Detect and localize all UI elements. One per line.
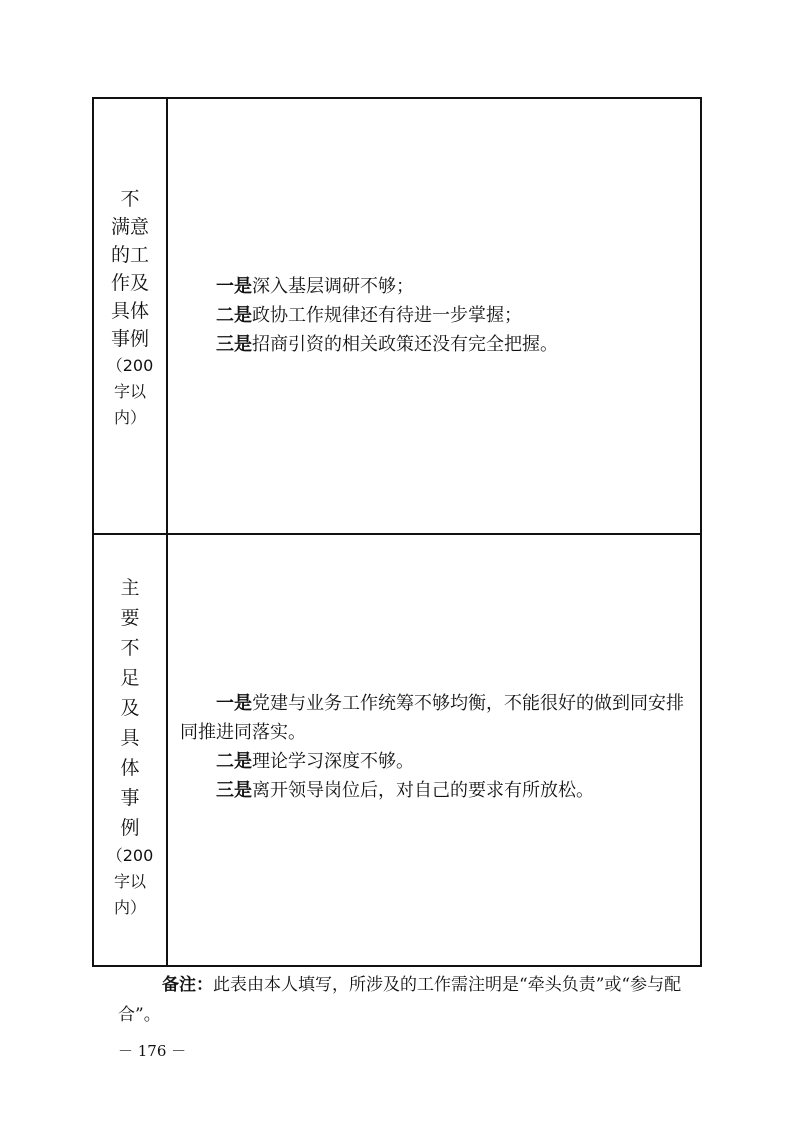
item-lead: 三是 bbox=[216, 780, 252, 801]
label-line: 体 bbox=[120, 757, 140, 779]
label-line: 不 bbox=[120, 637, 140, 659]
assessment-table bbox=[92, 97, 702, 967]
label-word-limit: （200 bbox=[106, 846, 154, 865]
footnote bbox=[118, 970, 688, 1030]
item-text: 深入基层调研不够； bbox=[252, 276, 414, 297]
item-lead: 一是 bbox=[216, 693, 252, 714]
item-text: 政协工作规律还有待进一步掌握； bbox=[252, 305, 522, 326]
list-item bbox=[180, 272, 690, 301]
page-number: － 176 － bbox=[118, 1042, 187, 1060]
label-line: 满意 bbox=[110, 216, 149, 238]
label-word-limit: 字以 bbox=[113, 872, 146, 891]
row-content-cell bbox=[180, 689, 690, 805]
label-word-limit: 内） bbox=[113, 898, 146, 917]
item-text: 招商引资的相关政策还没有完全把握。 bbox=[252, 334, 558, 355]
item-lead: 二是 bbox=[216, 751, 252, 772]
label-line: 及 bbox=[120, 697, 140, 719]
item-text: 党建与业务工作统筹不够均衡，不能很好的做到同安排同推进同落实。 bbox=[180, 693, 684, 743]
label-line: 主 bbox=[120, 577, 140, 599]
label-line: 具体 bbox=[110, 300, 149, 322]
label-word-limit: 字以 bbox=[113, 382, 146, 401]
item-lead: 一是 bbox=[216, 276, 252, 297]
label-line: 要 bbox=[120, 607, 140, 629]
list-item bbox=[180, 301, 690, 330]
list-item bbox=[180, 776, 690, 805]
table-row-main-shortcomings bbox=[94, 535, 700, 967]
footnote-indent bbox=[118, 975, 162, 995]
row-label bbox=[94, 573, 166, 921]
label-word-limit: （200 bbox=[106, 356, 154, 375]
label-line: 足 bbox=[120, 667, 140, 689]
label-line: 事 bbox=[120, 787, 140, 809]
item-lead: 二是 bbox=[216, 305, 252, 326]
label-word-limit: 内） bbox=[113, 408, 146, 427]
table-row-dissatisfied-work bbox=[94, 99, 700, 535]
row-content-cell bbox=[180, 272, 690, 359]
label-line: 作及 bbox=[110, 272, 149, 294]
footnote-lead: 备注： bbox=[162, 975, 213, 995]
label-line: 不 bbox=[120, 188, 140, 210]
row-label-cell bbox=[94, 99, 168, 533]
label-line: 具 bbox=[120, 727, 140, 749]
item-text: 离开领导岗位后，对自己的要求有所放松。 bbox=[252, 780, 594, 801]
label-line: 事例 bbox=[110, 328, 149, 350]
item-lead: 三是 bbox=[216, 334, 252, 355]
label-line: 例 bbox=[120, 817, 140, 839]
label-line: 的工 bbox=[110, 244, 149, 266]
list-item bbox=[180, 689, 690, 747]
footnote-text: 此表由本人填写，所涉及的工作需注明是“牵头负责”或“参与配合”。 bbox=[118, 975, 682, 1025]
row-label bbox=[94, 185, 166, 431]
list-item bbox=[180, 747, 690, 776]
row-label-cell bbox=[94, 535, 168, 967]
list-item bbox=[180, 330, 690, 359]
item-text: 理论学习深度不够。 bbox=[252, 751, 414, 772]
